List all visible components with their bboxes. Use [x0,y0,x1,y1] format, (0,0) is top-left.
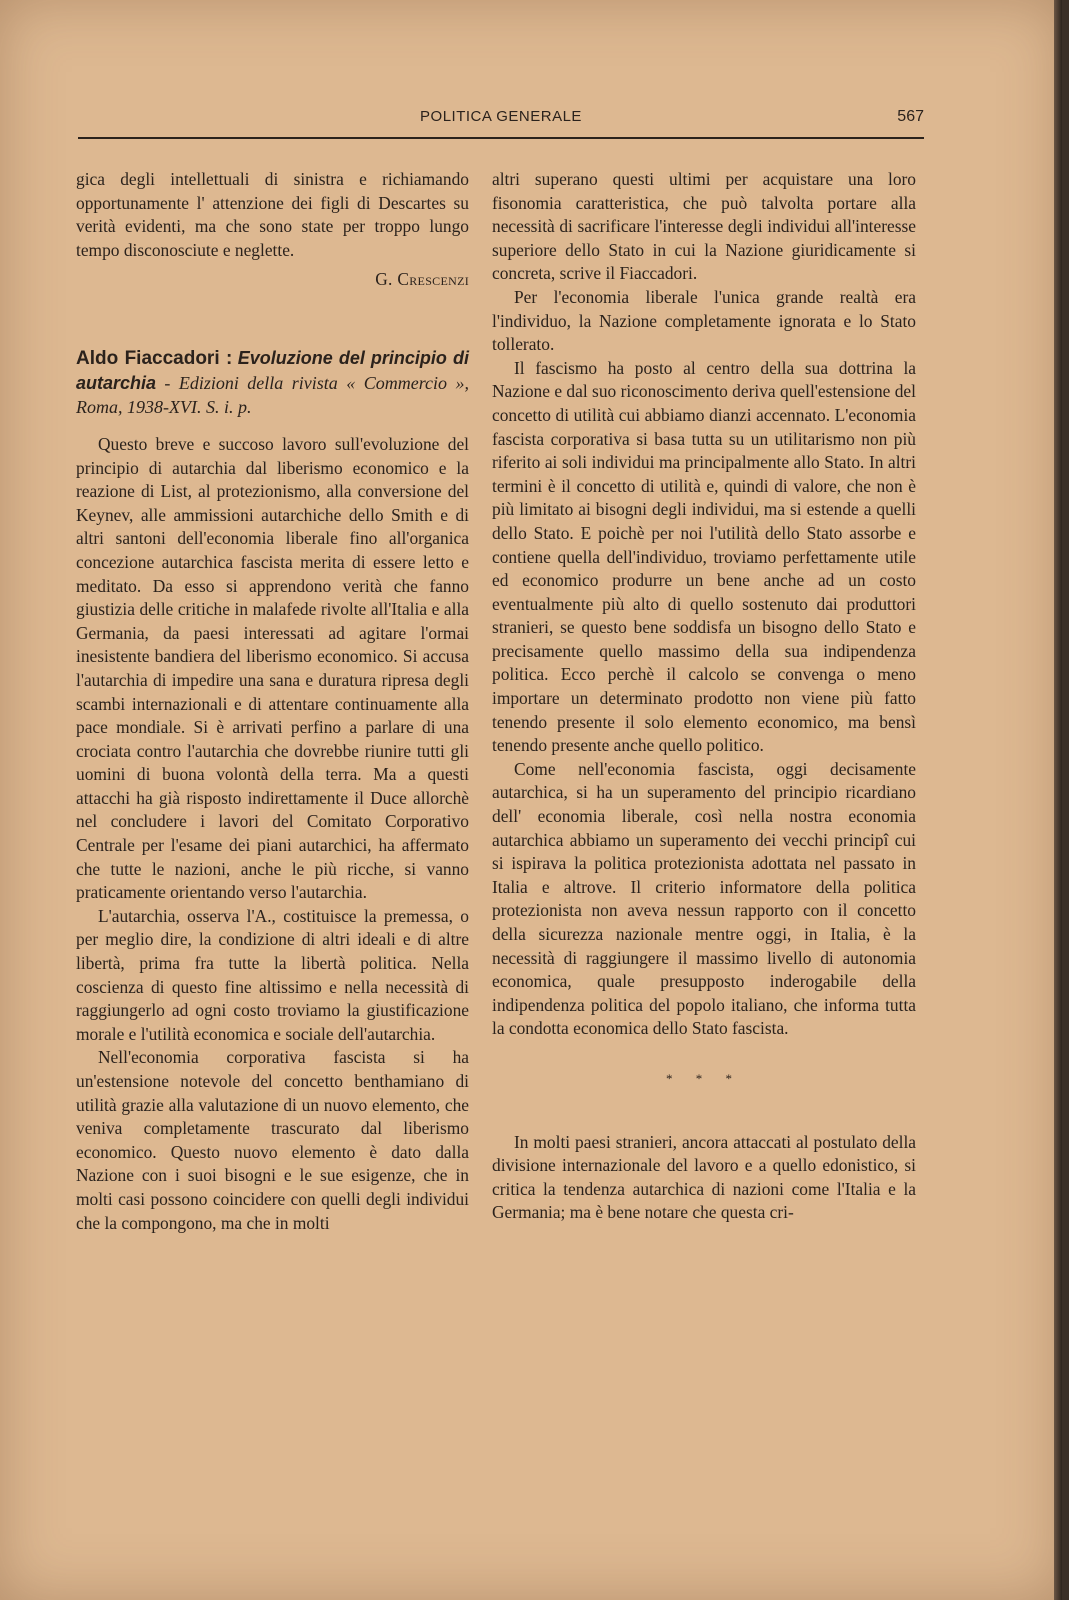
right-column [492,168,916,1225]
paragraph: Il fascismo ha posto al centro della sua dottrina la Nazione e dal suo riconoscimento deriva quell'estensione del concetto di utilità cui abbiamo dianzi accennato. L'economia fascista corporativa si basa tutta su un utilitarismo non più riferito ai soli individui ma principalmente allo Stato. In altri termini è il concetto di utilità e, quindi di valore, che non è più limitato ai bisogni degli individui, ma si estende a quelli dello Stato. E poichè per noi l'utilità dello Stato assorbe e contiene quella dell'individuo, troviamo perfettamente utile ed economico produrre un bene anche ad un costo eventualmente più alto di quello sostenuto dai produttori stranieri, se questo bene soddisfa un bisogno dello Stato e precisamente quello massimo della sua indipendenza politica. Ecco perchè il calcolo se convenga o meno importare un determinato prodotto non viene più fatto tenendo presente il solo elemento economico, ma bensì tenendo presente anche quello politico. [492,357,916,756]
review-heading [76,346,469,419]
book-author: Aldo Fiaccadori : [76,347,233,369]
paragraph-continuation: altri superano questi ultimi per acquistare una loro fisonomia caratteristica, che può talvolta portare alla necessità di sacrificare l'interesse degli individui all'interesse superiore dello Stato in cui la Nazione giuridicamente si concreta, scrive il Fiaccadori. [492,169,916,284]
paragraph: Questo breve e succoso lavoro sull'evoluzione del principio di autarchia dal liberismo economico e la reazione di List, al protezionismo, alla conversione del Keynev, alle ammissioni autarchiche dello Smith e di altri santoni dell'economia liberale fino all'organica concezione autarchica fascista merita di essere letto e meditato. Da esso si apprendono verità che fanno giustizia delle critiche in malafede rivolte all'Italia e alla Germania, da paesi interessati ad agitare l'ormai inesistente bandiera del liberismo economico. Si accusa l'autarchia di impedire una sana e duratura ripresa degli scambi internazionali e di attentare continuamente alla pace mondiale. Si è arrivati perfino a parlare di una crociata contro l'autarchia che dovrebbe riunire tutti gli uomini di buona volontà della terra. Ma a questi attacchi ha già risposto indirettamente il Duce allorchè nel concludere i lavori del Comitato Corporativo Centrale per l'esame dei piani autarchici, ha affermato che tutte le nazioni, anche le più ricche, si vanno praticamente orientando verso l'autarchia. [76,433,469,903]
section-title: POLITICA GENERALE [420,108,582,125]
previous-review-end: gica degli intellettuali di sinistra e richiamando opportunamente l' attenzione dei figli di Descartes su verità evidenti, ma che sono state per troppo lungo tempo disconosciute e neglette. [76,169,469,260]
page-edge [1054,0,1062,1600]
reviewer-signature: G. Crescenzi [375,269,469,290]
paragraph: Nell'economia corporativa fascista si ha un'estensione notevole del concetto benthamiano di utilità grazie alla valutazione di un nuovo elemento, che veniva completamente trascurato dal liberismo economico. Questo nuovo elemento è dato dalla Nazione con i suoi bisogni e le sue esigenze, che in molti casi possono coincidere con quelli degli individui che la compongono, ma che in molti [76,1047,469,1233]
paragraph: Come nell'economia fascista, oggi decisamente autarchica, si ha un superamento del principio ricardiano dell' economia liberale, così nella nostra economia autarchica abbiamo un superamento dei vecchi principî cui si ispirava la politica protezionista adottata nel passato in Italia e altrove. Il criterio informatore della politica protezionista non aveva nessun rapporto con il concetto della sicurezza nazionale mentre oggi, in Italia, è la necessità di raggiungere il massimo livello di autonomia economica, quale presupposto inderogabile della indipendenza politica del popolo italiano, che informa tutta la condotta economica dello Stato fascista. [492,758,916,1039]
paragraph: In molti paesi stranieri, ancora attaccati al postulato della divisione internazionale del lavoro e a quello edonistico, si critica la tendenza autarchica di nazioni come l'Italia e la Germania; ma è bene notare che questa cri- [492,1131,916,1223]
left-column [76,168,469,1235]
header-rule [78,137,924,139]
section-separator: * * * [666,1070,742,1086]
publication-info: - Edizioni della rivista « Commercio », Roma, 1938-XVI. S. i. p. [76,372,469,417]
running-header [78,108,924,134]
book-title: Evoluzione del principio di autarchia [76,347,469,393]
paragraph: Per l'economia liberale l'unica grande realtà era l'individuo, la Nazione completamente ignorata e lo Stato tollerato. [492,286,916,355]
paragraph: L'autarchia, osserva l'A., costituisce la premessa, o per meglio dire, la condizione di altri ideali e di altre libertà, prima fra tutte la libertà politica. Nella coscienza di questo fine altissimo e nella necessità di raggiungerlo ad ogni costo troviamo la giustificazione morale e l'utilità economica e sociale dell'autarchia. [76,905,469,1044]
page-number: 567 [897,108,924,125]
